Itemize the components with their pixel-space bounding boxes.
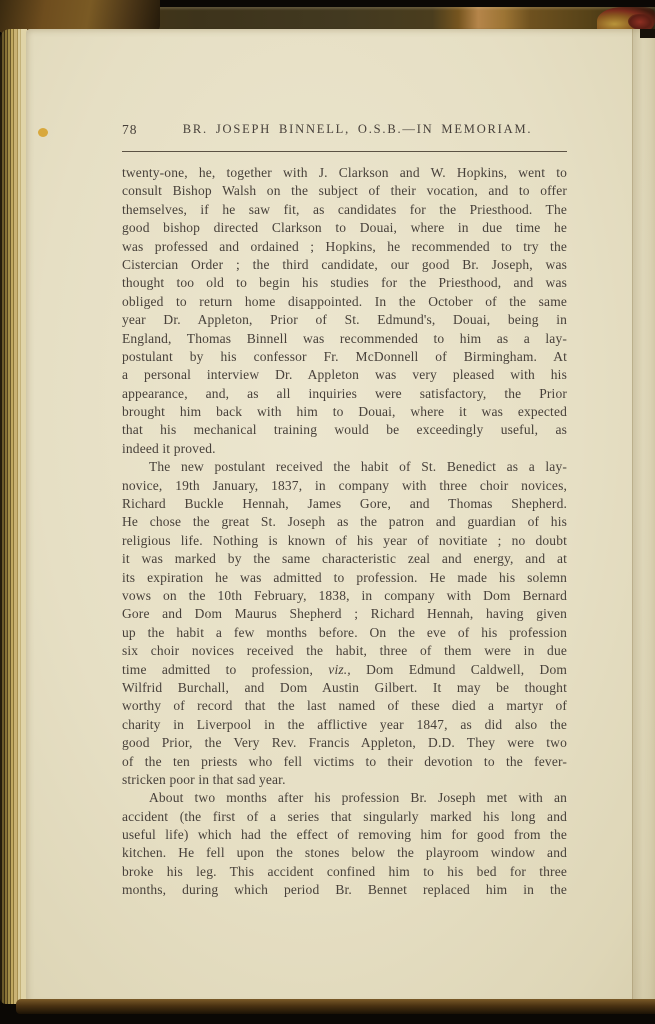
text-line: obliged to return home disappointed. In the October of the same	[122, 293, 567, 309]
book-page	[26, 29, 655, 1001]
paragraph	[122, 164, 567, 458]
text-line: twenty-one, he, together with J. Clarkson and W. Hopkins, went to	[122, 165, 567, 180]
text-line: religious life. Nothing is known of his year of novitiate ; no doubt	[122, 532, 567, 548]
text-line: that his mechanical training would be exceedingly useful, as	[122, 422, 567, 438]
text-line: good Prior, the Very Rev. Francis Appleton, D.D. They were two	[122, 735, 567, 751]
text-line: its expiration he was admitted to profession. He made his solemn	[122, 569, 567, 585]
text-line: novice, 19th January, 1837, in company with three choir novices,	[122, 477, 567, 493]
text-line: broke his leg. This accident confined him to his bed for three	[122, 863, 567, 879]
torn-edge-debris-red	[628, 14, 652, 30]
text-line	[122, 661, 567, 679]
text-line: postulant by his confessor Fr. McDonnell of Birmingham. At	[122, 348, 567, 364]
text-line: appearance, and, as all inquiries were satisfactory, the Prior	[122, 385, 567, 401]
text-line: themselves, if he saw fit, as candidates for the Priesthood. The	[122, 201, 567, 217]
text-line: it was marked by the same characteristic zeal and energy, and at	[122, 551, 567, 567]
text-line: charity in Liverpool in the afflictive year 1847, as did also the	[122, 716, 567, 732]
text-line: The new postulant received the habit of St. Benedict as a lay-	[149, 459, 567, 475]
text-line: was professed and ordained ; Hopkins, he recommended to try the	[122, 238, 567, 254]
text-line: Wilfrid Burchall, and Dom Austin Gilbert. It may be thought	[122, 679, 567, 695]
page-header	[122, 121, 567, 138]
text-line: six choir novices received the habit, three of them were in due	[122, 643, 567, 659]
body-text	[122, 164, 567, 900]
paragraph	[122, 789, 567, 899]
page-corner-notch	[640, 29, 655, 38]
text-segment: Dom Edmund Caldwell, Dom	[350, 661, 567, 677]
text-line: vows on the 10th February, 1838, in company with Dom Bernard	[122, 587, 567, 603]
text-segment: time admitted to profession,	[122, 661, 329, 677]
page-number: 78	[122, 122, 138, 137]
text-line: Gore and Dom Maurus Shepherd ; Richard Hennah, having given	[122, 606, 567, 622]
latin-abbreviation: viz.,	[328, 661, 351, 677]
text-line: stricken poor in that sad year.	[122, 771, 286, 787]
text-line: worthy of record that the last named of these died a martyr of	[122, 698, 567, 714]
paragraph	[122, 458, 567, 789]
text-line: indeed it proved.	[122, 440, 216, 456]
text-line: thought too old to begin his studies for the Priesthood, and was	[122, 275, 567, 291]
text-line: brought him back with him to Douai, where it was expected	[122, 404, 567, 420]
text-line: good bishop directed Clarkson to Douai, where in due time he	[122, 220, 567, 236]
text-line: a personal interview Dr. Appleton was very pleased with his	[122, 367, 567, 383]
ink-spot	[38, 128, 48, 137]
running-header: BR. JOSEPH BINNELL, O.S.B.—IN MEMORIAM.	[182, 122, 533, 136]
header-rule	[122, 151, 567, 152]
book-cover-bottom-edge	[16, 999, 655, 1014]
text-line: of the ten priests who fell victims to their devotion to the fever-	[122, 753, 567, 769]
text-line: year Dr. Appleton, Prior of St. Edmund's, Douai, being in	[122, 312, 567, 328]
page-content	[122, 121, 567, 900]
text-line: Cistercian Order ; the third candidate, our good Br. Joseph, was	[122, 256, 567, 272]
text-line: kitchen. He fell upon the stones below the playroom window and	[122, 845, 567, 861]
text-line: up the habit a few months before. On the eve of his profession	[122, 624, 567, 640]
text-line: He chose the great St. Joseph as the patron and guardian of his	[122, 514, 567, 530]
text-line: England, Thomas Binnell was recommended to him as a lay-	[122, 330, 567, 346]
page-fold-shadow	[632, 29, 655, 1001]
text-line: About two months after his profession Br. Joseph met with an	[149, 790, 567, 806]
text-line: useful life) which had the effect of removing him for good from the	[122, 827, 567, 843]
text-line: months, during which period Br. Bennet replaced him in the	[122, 882, 567, 898]
page-stack-edges	[0, 29, 27, 1004]
text-line: accident (the first of a series that singularly marked his long and	[122, 808, 567, 824]
text-line: consult Bishop Walsh on the subject of their vocation, and to offer	[122, 183, 567, 199]
text-line: Richard Buckle Hennah, James Gore, and Thomas Shepherd.	[122, 496, 567, 512]
